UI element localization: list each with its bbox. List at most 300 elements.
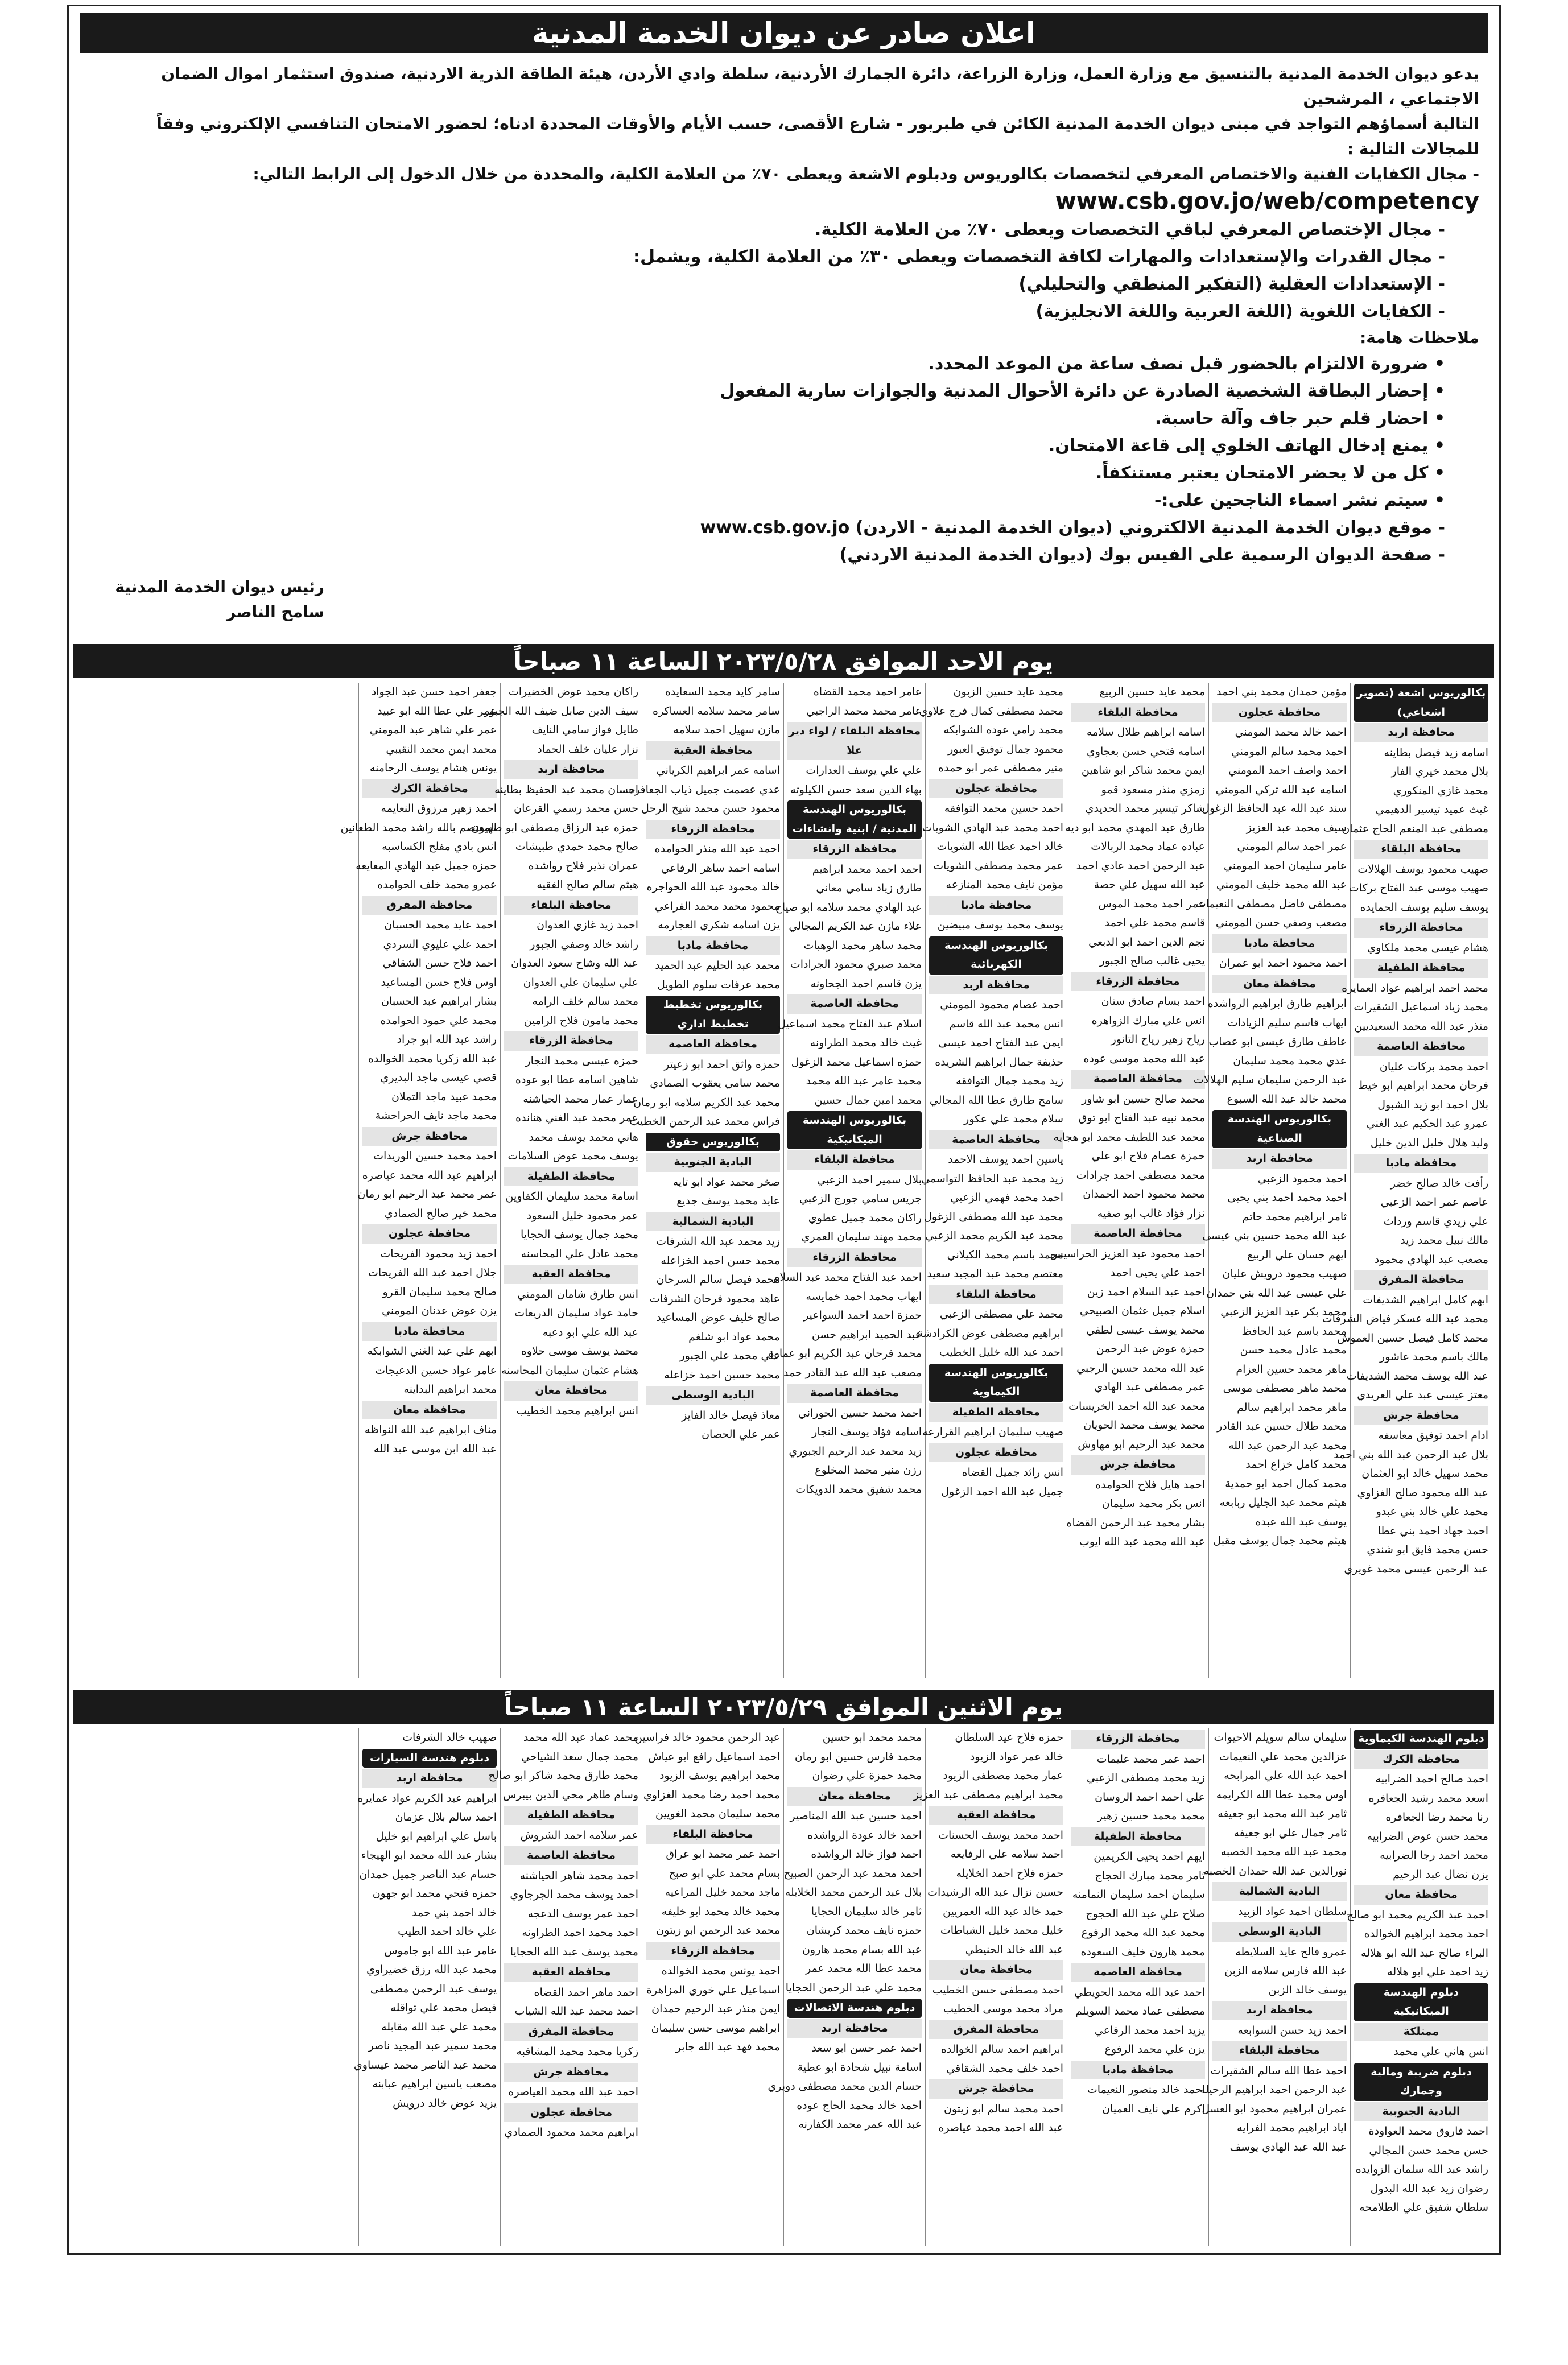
candidate-name: احمد اسماعيل رافع ابو عياش [648, 1750, 780, 1763]
field-item: - الكفايات اللغوية (اللغة العربية واللغة الانجليزية) [1035, 302, 1445, 321]
section-heading: محافظة العاصمة [1071, 1224, 1205, 1244]
candidate-name: انس بكر محمد سليمان [1101, 1497, 1205, 1510]
candidate-name: احمد محمود عبد العزيز الحراسيس [1050, 1247, 1205, 1260]
candidate-name: عاطف طارق عيسى ابو عصاب [1208, 1035, 1347, 1048]
candidate-name: خالد عمر عواد الزيود [969, 1750, 1063, 1763]
candidate-name: محمد كامل خزاع احمد [1245, 1458, 1347, 1471]
section-heading: البادية الوسطى [1212, 1922, 1347, 1942]
candidate-name: اياد ابراهيم محمد الفرايه [1237, 2122, 1347, 2134]
candidate-name: عبد الله يوسف محمد الشديفات [1346, 1369, 1488, 1382]
candidate-name: محمد عايد حسين الربيع [1099, 686, 1205, 698]
section-heading: بكالوريوس الهندسة المدنية / ابنية وانشاءات [787, 800, 922, 839]
candidate-name: رضوان زيد عبد الله البدول [1370, 2182, 1488, 2195]
section-heading: محافظة مادبا [929, 896, 1063, 915]
candidate-name: محمد جمال سعد الشياحي [521, 1750, 638, 1763]
candidate-name: احمد خالد محمد الحاج عوده [797, 2099, 922, 2112]
candidate-name: اسامه عبد الله تركي المومني [1215, 783, 1347, 796]
candidate-name: يوسف عبد الرحمن مصطفى [370, 1982, 497, 1995]
candidate-name: منير مصطفى عمر ابو حمده [938, 762, 1063, 774]
candidate-name: محمد خالد عبد الله السبوع [1227, 1092, 1347, 1105]
candidate-name: خليل محمد خليل الشباطات [940, 1924, 1063, 1937]
candidate-name: راكان محمد جميل عطوي [808, 1211, 922, 1224]
candidate-name: صالح محمد سليمان القرو [382, 1285, 497, 1298]
section-heading: محافظة المفرق [1354, 1270, 1488, 1290]
section-heading: دبلوم الهندسة الميكانيكية [1354, 1983, 1488, 2021]
candidate-name: شاهين اسامه عطا ابو عوده [515, 1074, 638, 1086]
candidate-name: رنا محمد رضا الجعافره [1385, 1811, 1488, 1823]
candidate-name: مراد محمد موسى الخطيب [943, 2003, 1063, 2015]
candidate-name: صهيب محمود يوسف الهلالات [1357, 862, 1488, 876]
candidate-name: عبد الله فارس سلامه الزبن [1224, 1964, 1347, 1977]
candidate-name: عبد الله سهيل علي حصة [1094, 878, 1205, 891]
candidate-name: اسامة محمد سليمان الكفاوين [505, 1190, 638, 1203]
candidate-name: عمر احمد سالم المومني [1237, 840, 1347, 853]
candidate-name: احمد علي عليوي السردي [383, 938, 497, 951]
candidate-name: محمد هارون خليف السعوده [1080, 1945, 1205, 1958]
candidate-name: عمر سلامه احمد الشروش [520, 1829, 638, 1842]
name-column [1199, 1728, 1350, 2246]
section-heading: محافظة الزرقاء [1071, 1730, 1205, 1749]
candidate-name: مصعب ياسين ابراهيم عبابنه [372, 2078, 497, 2090]
candidate-name: حمزة عوض عبد الرحمن [1096, 1343, 1205, 1355]
section-heading: بكالوريوس الهندسة الكيماوية [929, 1364, 1063, 1402]
candidate-name: احمد عبد الله محمد الحويطي [1074, 1986, 1205, 1999]
candidate-name: مصعب عبد الهادي محمود [1374, 1253, 1488, 1266]
section-heading: دبلوم الهندسة الكيماوية [1354, 1730, 1488, 1749]
candidate-name: بشار عبد الله محمد ابو الهيجاء [361, 1849, 497, 1862]
section-heading: دبلوم هندسة الاتصالات [787, 1999, 922, 2018]
candidate-name: احمد عبد السلام احمد زين [1087, 1285, 1205, 1298]
candidate-name: محمد فرحان عبد الكريم ابو عمارة [768, 1347, 922, 1360]
candidate-name: احمد محمد بركات عليان [1379, 1060, 1488, 1073]
candidate-name: محمد سمير عبد المجيد ناصر [368, 2040, 497, 2052]
candidate-name: هيثم محمد جمال يوسف مقبل [1213, 1534, 1347, 1547]
section-heading: محافظة البلقاء [646, 1825, 780, 1844]
candidate-name: مصعب وصفي حسن المومني [1215, 917, 1347, 929]
candidate-name: منذر عبد الله محمد السعيديين [1354, 1020, 1488, 1033]
candidate-name: عبد الله عمر محمد الكفارنه [798, 2118, 922, 2131]
candidate-name: عبد الله زكريا محمد الخوالده [368, 1052, 497, 1065]
name-column [488, 1728, 642, 2246]
candidate-name: ابراهيم مصطفى عوض الكرادشة [917, 1327, 1063, 1340]
candidate-name: هشام عثمان سليمان المحاسنه [501, 1364, 638, 1377]
candidate-name: احمد زيد محمود الفريحات [380, 1247, 497, 1260]
candidate-name: انس بادي مفلح الكساسبه [382, 840, 497, 853]
candidate-name: سند عبد الله عبد الحافظ الزغول [1202, 802, 1347, 815]
candidate-name: محمد ساهر محمد الوهبات [803, 939, 922, 952]
signature-title: رئيس ديوان الخدمة المدنية [115, 577, 324, 596]
candidate-name: مصطفى عبد المنعم الحاج عثمان [1342, 822, 1488, 835]
candidate-name: عبد الله محمد حسين الرجبي [1076, 1361, 1205, 1375]
candidate-name: محمد حسن احمد الخزاعله [661, 1254, 780, 1267]
candidate-name: احمد محمد عبد الله الشياب [514, 2005, 638, 2017]
intro-line: يدعو ديوان الخدمة المدنية بالتنسيق مع وزارة العمل، وزارة الزراعة، دائرة الجمارك الأردنية، سلطة وادي الأردن، هيئة الطاقة الذرية الاردنية، صندوق استثمار اموال الضمان الاجتماعي ، المرشحين [161, 64, 1479, 108]
candidate-name: محمد عبد الرحمن عبد الله [1228, 1439, 1347, 1452]
candidate-name: محمد محمد حسين زهير [1097, 1810, 1205, 1822]
section-heading: محافظة عجلون [362, 1224, 497, 1244]
candidate-name: مصطفى عماد محمد السويلم [1075, 2005, 1205, 2017]
candidate-name: محمد كمال احمد ابو حمدية [1225, 1477, 1347, 1490]
candidate-name: محمد مهند سليمان العمري [801, 1231, 922, 1243]
candidate-name: بهاء الدين سعد حسن الكيلوته [790, 783, 922, 796]
announcement-intro [91, 61, 1479, 569]
note-item: • سيتم نشر اسماء الناجحين على:- [1154, 490, 1445, 510]
candidate-name: سلام محمد علي عكور [964, 1113, 1063, 1125]
candidate-name: محمد غازي المنكوري [1393, 784, 1488, 797]
name-column [913, 1728, 1067, 2246]
candidate-name: اسامه ابراهيم طلال سلامه [1086, 726, 1205, 738]
candidate-name: محمد طارق محمد شاكر ابو صالح [488, 1769, 638, 1782]
candidate-name: احمد عمر حسن ابو سعد [811, 2042, 922, 2054]
candidate-name: راشد عبد الله سلمان الزوايده [1355, 2163, 1488, 2176]
candidate-name: ياسين احمد يوسف الاحمد [948, 1153, 1063, 1166]
section-heading: بكالوريوس اشعة (تصوير اشعاعي) [1354, 684, 1488, 722]
candidate-name: عبد الله عبد الهادي يوسف [1229, 2140, 1347, 2153]
candidate-name: معتز عيسى عبد علي العريدي [1357, 1389, 1488, 1401]
candidate-name: اسامه زيد فيصل بطاينه [1384, 746, 1488, 759]
section-heading: محافظة الزرقاء [1071, 972, 1205, 992]
candidate-name: احمد محمد ابراهيم الخوالده [1364, 1928, 1488, 1940]
section-heading: محافظة عجلون [504, 2103, 638, 2123]
candidate-name: ثامر محمد مبارك الحجاج [1095, 1869, 1205, 1882]
section-heading: محافظة معان [504, 1381, 638, 1401]
candidate-name: عمرو عبد الحكيم عبد الغني [1366, 1117, 1488, 1130]
candidate-name: عبد الله محمد حسين بني عيسى [1202, 1229, 1347, 1242]
candidate-name: محمد احمد رجا الضرابيه [1380, 1849, 1488, 1862]
candidate-name: عبد الله وشاح سعود العدوان [511, 957, 638, 969]
candidate-name: عبد الله محمود صالح الغزاوي [1357, 1486, 1488, 1499]
candidate-name: عمر محمود خليل السعود [526, 1209, 638, 1222]
candidate-name: محمد ابراهيم البداينه [403, 1383, 497, 1396]
candidate-name: انس طارق شامان المومني [517, 1287, 638, 1301]
candidate-name: علي زيدي قاسم ورداث [1383, 1215, 1488, 1228]
day1-title: يوم الاحد الموافق ٢٠٢٣/٥/٢٨ الساعة ١١ صباحاً [73, 644, 1494, 678]
candidate-name: عاهد محمود فرحان الشرفات [649, 1292, 780, 1305]
section-heading: بكالوريوس حقوق [646, 1133, 780, 1152]
name-column [353, 1728, 500, 2246]
candidate-name: عمران ابراهيم محمود ابو العسل [1202, 2102, 1347, 2115]
candidate-name: حمزه اسماعيل محمد الزغول [791, 1055, 922, 1068]
candidate-name: احمد خالد محمد المومني [1235, 726, 1347, 738]
candidate-name: يزن اسامه شكري العجارمه [658, 919, 780, 931]
section-heading: بكالوريوس تخطيط تخطيط اداري [646, 996, 780, 1034]
candidate-name: سيف الدين صابل ضيف الله الجبور [484, 704, 638, 717]
candidate-name: محمد عبد الناصر محمد عيساوي [353, 2058, 497, 2071]
candidate-name: عمر علي الحصان [702, 1428, 780, 1441]
candidate-name: ابهم كامل ابراهيم الشديفات [1363, 1293, 1488, 1306]
candidate-name: سلطان شفيق علي الطلامحه [1359, 2201, 1488, 2214]
candidate-name: خالد احمد بني حمد [412, 1906, 497, 1919]
candidate-name: عبد الله ابن موسى عبد الله [373, 1442, 497, 1455]
candidate-name: صالح محمد حمدي طبيشات [515, 840, 638, 853]
candidate-name: صخر محمد عواد ابو تايه [672, 1175, 780, 1188]
candidate-name: قاسم محمد علي احمد [1104, 917, 1205, 929]
candidate-name: احمد جهاد احمد بني عطا [1377, 1524, 1488, 1537]
candidate-name: بلال احمد ابو زيد الشبول [1377, 1098, 1488, 1111]
candidate-name: وليد هلال خليل الدين خليل [1370, 1136, 1488, 1149]
section-heading: محافظة جرش [929, 2079, 1063, 2099]
candidate-name: احمد فواز خالد الرواشده [811, 1848, 922, 1860]
candidate-name: ثامر خالد سليمان الحجايا [811, 1905, 922, 1918]
candidate-name: عايد محمد يوسف جديع [676, 1195, 780, 1207]
candidate-name: احمد عايد محمد الحسبان [384, 919, 497, 931]
candidate-name: اسامه عمر ابراهيم الكرياني [656, 764, 780, 777]
section-heading: محافظة البلقاء [1354, 840, 1488, 859]
candidate-name: حمزه واثق احمد ابو زعيتر [664, 1058, 780, 1071]
candidate-name: محمد عامر عبد الله محمد [806, 1075, 922, 1087]
candidate-name: يزن نضال عبد الرحيم [1393, 1868, 1488, 1881]
section-heading: محافظة العاصمة [1354, 1037, 1488, 1056]
candidate-name: محمود حسن محمد شيخ الرحل [641, 802, 780, 815]
candidate-name: سامح طارق عطا الله المجالي [929, 1093, 1063, 1107]
candidate-name: حمد خالد عبد الله العمريين [943, 1905, 1063, 1918]
section-heading: محافظة معان [362, 1401, 497, 1420]
candidate-name: احمد محمد يوسف الحسنات [938, 1829, 1063, 1842]
candidate-name: احمد علي يحيى احمد [1110, 1266, 1205, 1279]
candidate-name: قصي عيسى ماجد البديري [380, 1071, 497, 1084]
candidate-name: زمزي منذر مسعود قمو [1101, 783, 1205, 796]
candidate-name: محمد محمود احمد الحمدان [1083, 1188, 1205, 1200]
section-heading: محافظة العقبة [504, 1265, 638, 1284]
candidate-name: احمد محمد سالم المومني [1231, 745, 1347, 758]
section-heading: محافظة معان [929, 1960, 1063, 1980]
candidate-name: احمد محمد عبد الرحمن الصبيح [783, 1867, 922, 1880]
candidate-name: محمد خير صالح الصمادي [384, 1207, 497, 1220]
candidate-name: المعتصم بالله راشد محمد الطعانين [340, 821, 497, 834]
candidate-name: محمد عبد الله احمد الخريسات [1068, 1400, 1205, 1413]
section-heading: دبلوم هندسة السيارات [362, 1749, 497, 1768]
candidate-name: محمد فارس حسين ابو رمان [794, 1750, 922, 1763]
candidate-name: عامر احمد محمد القضاه [813, 686, 922, 698]
note-item: • إحضار البطاقة الشخصية الصادرة عن دائرة الأحوال المدنية والجوازات سارية المفعول [720, 381, 1445, 401]
candidate-name: محمود جمال توفيق العبور [948, 742, 1063, 756]
candidate-name: زيد محمد جمال التوافقه [955, 1075, 1063, 1087]
section-heading: محافظة الزرقاء [1354, 918, 1488, 938]
candidate-name: محمد ابراهيم مصطفى عبد العزيز [913, 1788, 1063, 1801]
candidate-name: محمد مصطفى احمد جرادات [1076, 1169, 1205, 1182]
candidate-name: معاذ فيصل خالد الفايز [682, 1409, 780, 1422]
note-item: • يمنع إدخال الهاتف الخلوي إلى قاعة الامتحان. [1048, 436, 1445, 456]
section-heading: محافظة البلقاء [504, 896, 638, 915]
candidate-name: ايمن محمد شاكر ابو شاهين [1081, 764, 1205, 777]
candidate-name: بلال عبد الرحمن عبد الله بني احمد [1334, 1448, 1488, 1461]
notes-title: ملاحظات هامة: [1360, 328, 1479, 347]
candidate-name: فيصل محمد علي تواقله [390, 2001, 497, 2014]
candidate-name: سيف محمد عبد العزيز [1246, 821, 1347, 834]
section-heading: البادية الجنوبية [646, 1153, 780, 1172]
section-heading: محافظة جرش [1071, 1455, 1205, 1475]
candidate-name: محمد حسين احمد خزاعله [664, 1368, 780, 1381]
candidate-name: رياح زهير رياح التانور [1111, 1033, 1205, 1046]
candidate-name: سلطان احمد عواد الزبيد [1237, 1905, 1347, 1918]
candidate-name: عمر مصطفى عبد الهادي [1094, 1381, 1205, 1393]
candidate-name: محمد عبد الله مصطفى الزغول [924, 1210, 1063, 1223]
name-column [1322, 683, 1492, 1678]
section-heading: محافظة الطفيلة [1071, 1827, 1205, 1847]
signature-name: سامح الناصر [226, 602, 324, 621]
candidate-name: يزن عوض عدنان المومني [382, 1305, 497, 1317]
candidate-name: احمد حسين عبد الله المناصير [790, 1810, 922, 1822]
candidate-name: اسلام جميل عثمان الصبيحي [1079, 1305, 1205, 1317]
candidate-name: احمد زيد غازي العدوان [537, 919, 638, 931]
candidate-name: اسماعيل علي خوري المزاهرة [646, 1983, 780, 1996]
candidate-name: مالك نبيل محمد زيد [1400, 1234, 1488, 1247]
candidate-name: حسام عبد الناصر جميل حمدان [359, 1868, 497, 1881]
candidate-name: محمد ماجد نايف الحراحشة [375, 1109, 497, 1122]
candidate-name: محمد عرفات سلوم الطويل [657, 978, 780, 991]
candidate-name: عدي عصمت جميل ذياب الجعافره [629, 783, 780, 796]
candidate-name: محمد امين جمال حسين [814, 1093, 922, 1107]
candidate-name: ابراهيم محمد محمود الصمادي [504, 2126, 638, 2139]
candidate-name: احمد عبد الله علي المرابحه [1224, 1769, 1347, 1782]
section-heading: البادية الجنوبية [1354, 2102, 1488, 2122]
candidate-name: عباده عماد محمد الربالات [1091, 840, 1205, 853]
candidate-name: سليمان سالم سويلم الاحيوات [1214, 1731, 1347, 1744]
name-column [1347, 1728, 1492, 2246]
candidate-name: طايل فواز سامي النايف [531, 724, 638, 736]
candidate-name: حمزه عيسى محمد النجار [525, 1054, 638, 1067]
candidate-name: اسامه فتحي حسن بعجاوي [1086, 745, 1205, 758]
candidate-name: محمد عبد الكريم سلامه ابو رمان [633, 1096, 780, 1109]
candidate-name: حسن محمد حسن المجالي [1369, 2144, 1488, 2157]
candidate-name: عبد الهادي محمد سلامه ابو صياح [775, 901, 922, 914]
candidate-name: يزيد عوض خالد درويش [393, 2096, 497, 2110]
section-heading: محافظة الزرقاء [646, 820, 780, 839]
candidate-name: احمد محمود احمد ابو عمران [1219, 957, 1347, 969]
section-heading: محافظة اربد [1212, 1149, 1347, 1169]
candidate-name: احمد احمد محمد ابراهيم [812, 862, 922, 876]
candidate-name: محمد ابراهيم يوسف الزيود [659, 1769, 780, 1782]
candidate-name: محمد احمد رضا محمد الغزاوي [643, 1788, 780, 1801]
section-heading: محافظة الطفيلة [504, 1167, 638, 1187]
candidate-name: احمد عبد الله منذر الحوامده [654, 843, 780, 855]
candidate-name: ابراهيم احمد سالم الخوالده [940, 2043, 1063, 2056]
candidate-name: علاء مازن عبد الكريم المجالي [789, 920, 922, 932]
candidate-name: محمد عادل محمد حسن [1240, 1344, 1347, 1356]
candidate-name: احمد خلف محمد الشقاقي [946, 2062, 1063, 2075]
candidate-name: فراس محمد عبد الرحمن الخطيب [629, 1115, 780, 1128]
section-heading: محافظة اربد [787, 2019, 922, 2038]
candidate-name: عمار عمار محمد الحياشنه [523, 1092, 638, 1105]
candidate-name: يونس هشام يوسف الرحامنه [369, 762, 497, 774]
candidate-name: ماهر محمد حسين العزام [1236, 1363, 1347, 1376]
candidate-name: ايهم احمد يحيى الكريمين [1094, 1850, 1205, 1863]
candidate-name: احمد محمود الزعبي [1257, 1172, 1347, 1185]
candidate-name: احمد عبد الفتاح محمد عبد السلام [773, 1271, 922, 1283]
section-heading: محافظة مادبا [362, 1322, 497, 1342]
candidate-name: حمزه عبد الرزاق مصطفى ابو صهيون [471, 821, 638, 834]
candidate-name: محمد محمد ابو حسين [822, 1731, 922, 1744]
field-item: - الإستعدادات العقلية (التفكير المنطقي والتحليلي) [1018, 274, 1445, 294]
candidate-name: محمد عواد ابو شلغم [688, 1330, 780, 1343]
section-heading: محافظة معان [1354, 1885, 1488, 1905]
section-heading: محافظة البلقاء [787, 1150, 922, 1170]
candidate-name: البراء صالح عبد الله ابو هلاله [1361, 1946, 1488, 1959]
candidate-name: محمد مصطفى كمال فرج علاوي [919, 704, 1063, 717]
candidate-name: صهيب موسى عبد الفتاح بركات [1348, 882, 1488, 894]
candidate-name: عامر محمد محمد الراجبي [806, 704, 922, 717]
section-heading: محافظة عجلون [929, 779, 1063, 799]
candidate-name: يزن علي محمد الرفوع [1104, 2043, 1205, 2056]
section-heading: محافظة العاصمة [504, 1846, 638, 1865]
candidate-name: محمد سالم خلف الرامه [532, 995, 638, 1008]
section-heading: محافظة مادبا [1212, 934, 1347, 954]
candidate-name: اسعد محمد رشيد الجعافره [1368, 1792, 1488, 1805]
day2-columns [75, 1728, 1492, 2246]
candidate-name: حسن محمد رسمي القرعان [514, 802, 638, 815]
candidate-name: اسامة نبيل شحادة ابو عطية [797, 2061, 922, 2074]
candidate-name: محمد كامل فيصل حسين العموش [1337, 1331, 1488, 1344]
section-heading: محافظة الزرقاء [646, 1942, 780, 1961]
section-heading: محافظة العاصمة [787, 994, 922, 1014]
candidate-name: محمد سامي يعقوب الصمادي [650, 1077, 780, 1089]
competency-link[interactable]: www.csb.gov.jo/web/competency [1055, 188, 1479, 214]
candidate-name: مصطفى فاضل مصطفى النعيمات [1195, 897, 1347, 910]
candidate-name: عمر محمد مصطفى الشويات [933, 859, 1063, 872]
name-column [768, 1728, 925, 2246]
candidate-name: بشار ابراهيم عبد الحسبان [381, 995, 497, 1008]
candidate-name: اوس محمد عطا الله الكرايمه [1216, 1788, 1347, 1801]
section-heading: محافظة العقبة [929, 1806, 1063, 1825]
candidate-name: احمد سلامه علي الرفايعه [950, 1848, 1063, 1860]
section-heading: محافظة اربد [1354, 723, 1488, 742]
candidate-name: يوسف محمد عوض السلامات [507, 1150, 638, 1162]
section-heading: البادية الوسطى [646, 1386, 780, 1405]
candidate-name: محمد حمزة علي رضوان [812, 1769, 922, 1782]
candidate-name: يوسف محمد يوسف مبيضين [937, 919, 1063, 931]
candidate-name: هشام عيسى محمد ملكاوي [1367, 941, 1488, 954]
candidate-name: ابراهيم موسى حسن سليمان [651, 2021, 780, 2034]
candidate-name: حسين نزال عبد الله الرشيدات [927, 1886, 1063, 1898]
candidate-name: محمد يوسف محمد الحويان [1083, 1419, 1205, 1431]
section-heading: محافظة البلقاء [1212, 2041, 1347, 2061]
section-heading: محافظة مادبا [646, 936, 780, 956]
name-column [1050, 683, 1208, 1678]
section-heading: محافظة اربد [362, 1769, 497, 1788]
candidate-name: ثامر جمال علي ابو جعيفه [1233, 1826, 1347, 1839]
candidate-name: علي سليمان علي العدوان [523, 976, 638, 989]
candidate-name: محمد عبد الكريم محمد الزعبي [925, 1229, 1063, 1242]
candidate-name: حمزه فتحي محمد ابو جهون [372, 1887, 497, 1900]
candidate-name: زكريا محمد محمد المشاقبه [516, 2045, 638, 2058]
section-heading: محافظة العاصمة [646, 1035, 780, 1054]
candidate-name: محمد علي عبد الرحمن الحجايا [785, 1981, 922, 1994]
candidate-name: يزن قاسم احمد الجحاونه [810, 977, 922, 990]
candidate-name: عبد الرحمن احمد عادي احمد [1076, 859, 1205, 872]
candidate-name: احمد محمد سالم ابو زيتون [943, 2102, 1063, 2115]
section-heading: محافظة اربد [1212, 2001, 1347, 2020]
candidate-name: يزيد احمد محمد الرفاعي [1094, 2024, 1205, 2037]
candidate-name: اكرم علي نايف العميان [1102, 2102, 1205, 2115]
candidate-name: حسام الدين محمد مصطفى دويري [768, 2080, 922, 2092]
candidate-name: حمزة احمد احمد السواعير [803, 1309, 922, 1322]
candidate-name: سامر كايد محمد السعايده [665, 686, 780, 698]
candidate-name: بلال عبد الرحمن محمد الخلايله [785, 1886, 922, 1898]
candidate-name: محمد ماهر مصطفى موسى [1223, 1382, 1347, 1394]
candidate-name: علي خالد احمد الطيب [398, 1925, 497, 1938]
candidate-name: احمد عبد الكريم محمد ابو صالح [1347, 1908, 1488, 1921]
section-heading: محافظة العاصمة [1071, 1963, 1205, 1982]
candidate-name: محمد باسم عبد الحافظ [1241, 1324, 1347, 1338]
candidate-name: ايهاب محمد احمد خمايسه [806, 1290, 922, 1303]
candidate-name: اسامه احمد ساهر الرفاعي [661, 861, 780, 874]
candidate-name: بلال سمير احمد الزعبي [816, 1173, 922, 1186]
candidate-name: مؤمن حمدان محمد بني احمد [1216, 686, 1347, 698]
candidate-name: انس هاني علي محمد [1393, 2045, 1488, 2058]
section-heading: محافظة اربد [504, 760, 638, 779]
candidate-name: احمد فلاح حسن الشقاقي [382, 957, 497, 969]
candidate-name: احمد عمر محمد ابو عراق [666, 1848, 780, 1860]
